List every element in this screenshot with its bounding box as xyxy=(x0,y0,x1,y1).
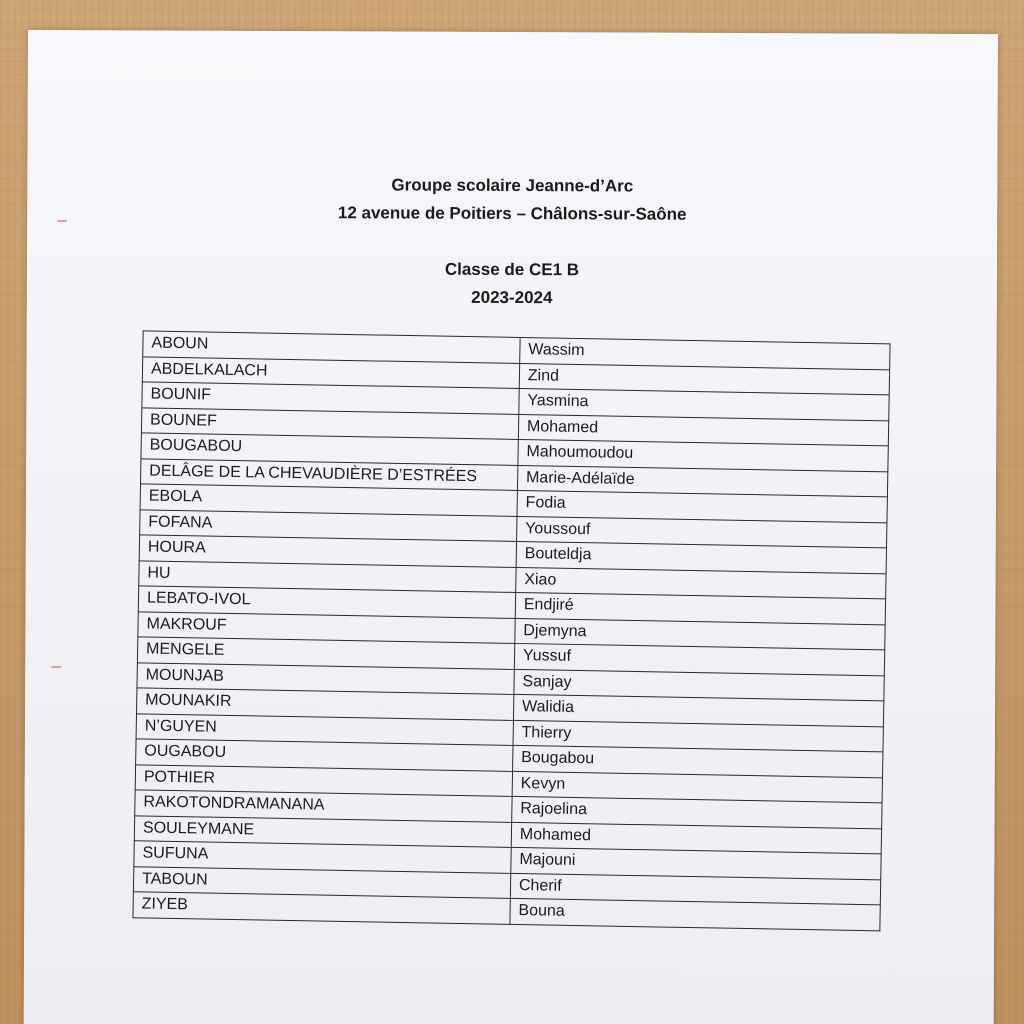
student-last-name: HU xyxy=(139,560,516,592)
student-first-name: Yussuf xyxy=(514,643,885,675)
student-first-name: Endjiré xyxy=(515,592,886,624)
student-last-name: POTHIER xyxy=(135,764,512,796)
student-last-name: RAKOTONDRAMANANA xyxy=(135,790,512,822)
school-header xyxy=(27,170,997,230)
student-last-name: BOUNEF xyxy=(141,407,518,439)
school-year: 2023-2024 xyxy=(471,287,553,308)
roster-body xyxy=(133,331,890,930)
paper-mark xyxy=(51,666,61,668)
student-first-name: Cherif xyxy=(510,873,881,905)
student-last-name: MAKROUF xyxy=(138,611,515,643)
student-last-name: N’GUYEN xyxy=(136,713,513,745)
student-first-name: Bouteldja xyxy=(516,541,887,573)
student-last-name: LEBATO-IVOL xyxy=(138,586,515,618)
class-roster-table xyxy=(132,330,890,930)
student-last-name: HOURA xyxy=(139,535,516,567)
student-last-name: ABDELKALACH xyxy=(142,356,519,388)
student-last-name: ABOUN xyxy=(143,331,520,363)
student-last-name: SUFUNA xyxy=(134,841,511,873)
student-last-name: FOFANA xyxy=(140,509,517,541)
class-header xyxy=(27,254,997,314)
student-first-name: Bougabou xyxy=(512,745,883,777)
student-first-name: Djemyna xyxy=(515,618,886,650)
school-name: Groupe scolaire Jeanne-d’Arc xyxy=(391,175,634,196)
student-last-name: EBOLA xyxy=(140,484,517,516)
student-last-name: BOUGABOU xyxy=(141,433,518,465)
student-first-name: Mohamed xyxy=(511,822,882,854)
student-last-name: SOULEYMANE xyxy=(134,815,511,847)
student-first-name: Sanjay xyxy=(514,669,885,701)
school-address: 12 avenue de Poitiers – Châlons-sur-Saône xyxy=(337,203,687,224)
paper-sheet xyxy=(24,30,998,1024)
student-first-name: Thierry xyxy=(513,720,884,752)
student-first-name: Walidia xyxy=(513,694,884,726)
student-first-name: Fodia xyxy=(517,490,888,522)
student-first-name: Marie-Adélaïde xyxy=(517,465,888,497)
student-last-name: MOUNAKIR xyxy=(137,688,514,720)
student-first-name: Wassim xyxy=(520,337,891,369)
student-last-name: TABOUN xyxy=(133,866,510,898)
student-first-name: Zind xyxy=(519,363,890,395)
student-first-name: Youssouf xyxy=(516,516,887,548)
student-last-name: BOUNIF xyxy=(142,382,519,414)
student-last-name: OUGABOU xyxy=(136,739,513,771)
student-last-name: DELÂGE DE LA CHEVAUDIÈRE D’ESTRÉES xyxy=(141,458,518,490)
student-first-name: Yasmina xyxy=(519,388,890,420)
student-first-name: Bouna xyxy=(510,898,881,930)
student-last-name: ZIYEB xyxy=(133,892,510,924)
student-last-name: MOUNJAB xyxy=(137,662,514,694)
class-name: Classe de CE1 B xyxy=(444,259,580,280)
student-last-name: MENGELE xyxy=(137,637,514,669)
student-first-name: Xiao xyxy=(516,567,887,599)
student-first-name: Rajoelina xyxy=(512,796,883,828)
student-first-name: Mahoumoudou xyxy=(518,439,889,471)
student-first-name: Mohamed xyxy=(518,414,889,446)
student-first-name: Majouni xyxy=(511,847,882,879)
student-first-name: Kevyn xyxy=(512,771,883,803)
